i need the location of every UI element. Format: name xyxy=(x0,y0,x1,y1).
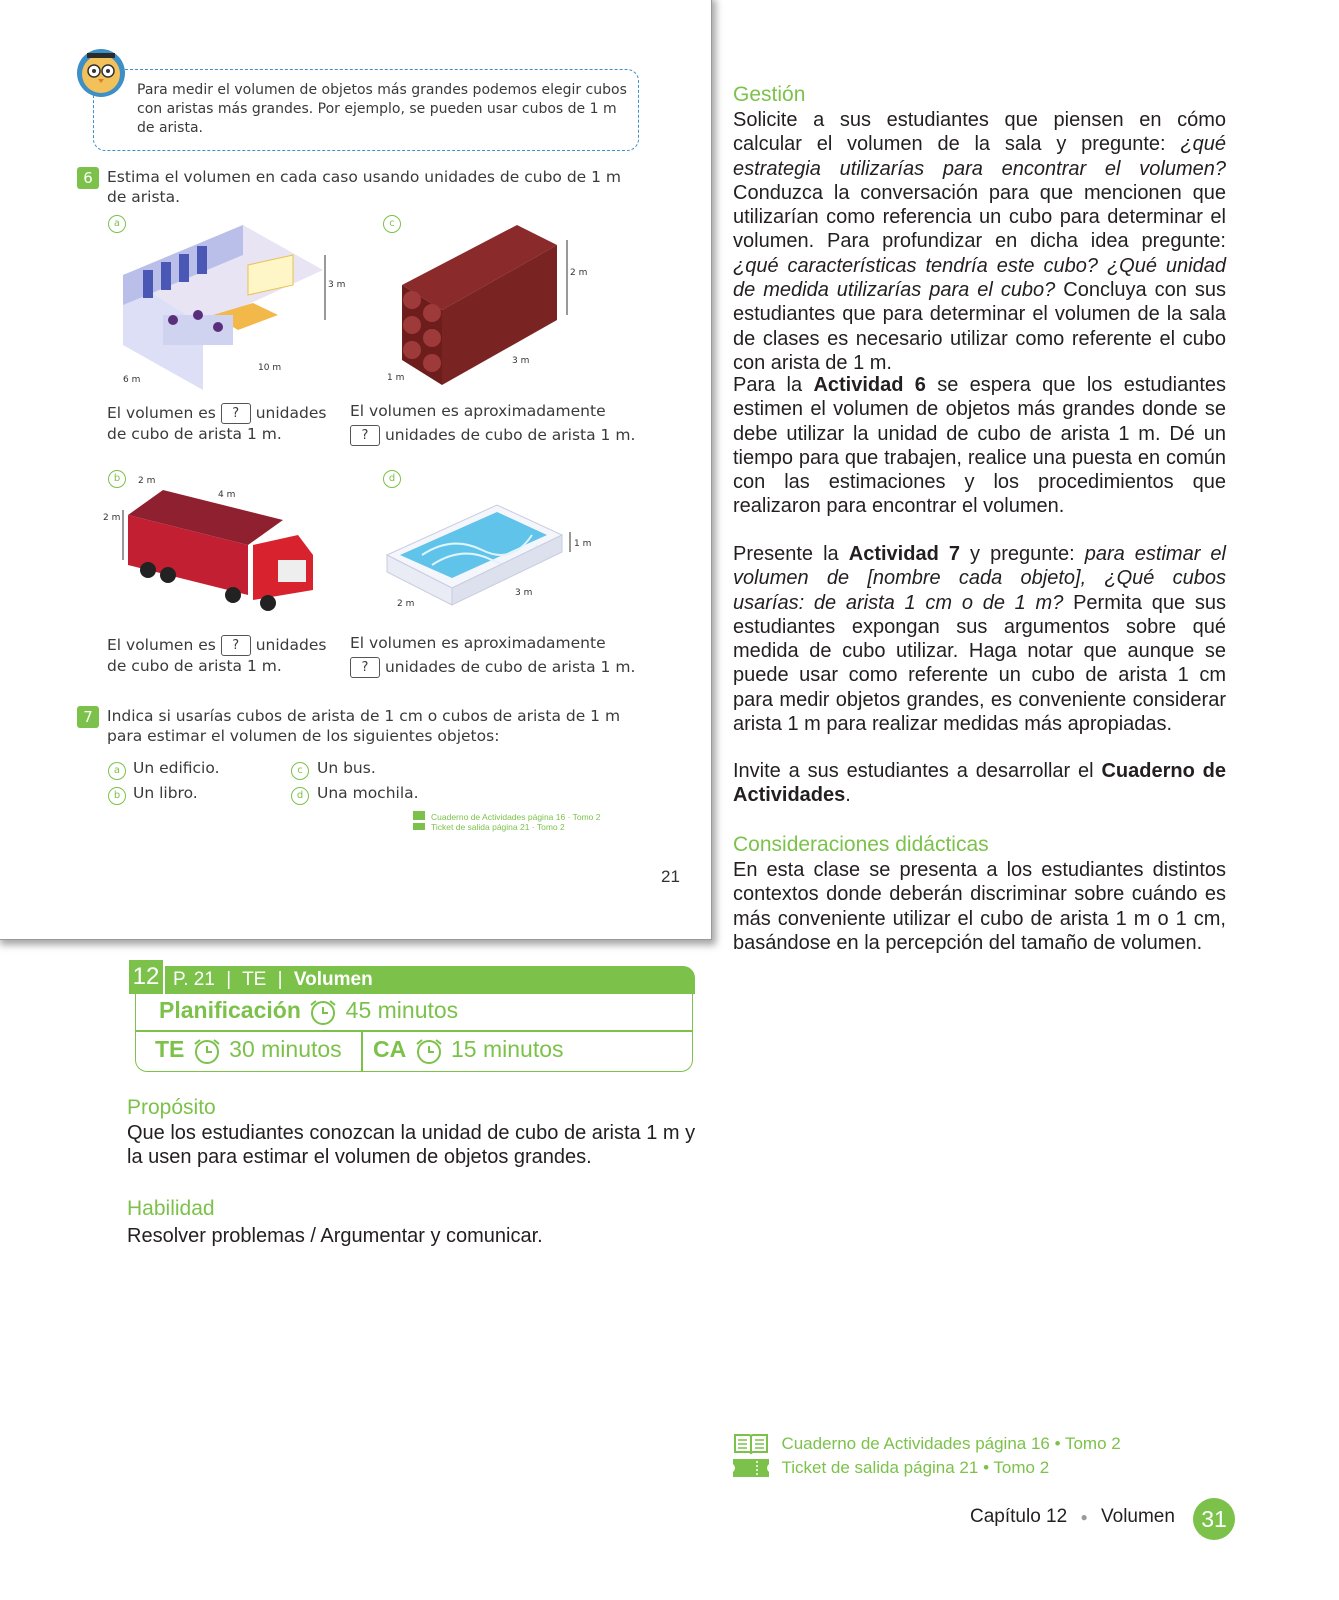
classroom-illustration xyxy=(103,215,346,390)
item-d-answer: El volumen es aproximadamente ? unidades de cubo de arista 1 m. xyxy=(350,634,636,676)
te-row: TE 30 minutos xyxy=(155,1036,342,1065)
habilidad-text: Resolver problemas / Argumentar y comunicar. xyxy=(127,1225,543,1247)
dim-c-length: 3 m xyxy=(512,356,530,366)
owl-mascot-icon xyxy=(73,45,129,97)
planning-meta: P. 21 | TE | Volumen xyxy=(173,969,373,990)
ca-row: CA 15 minutos xyxy=(373,1036,564,1065)
student-page-number: 21 xyxy=(661,867,680,886)
gestion-paragraph-4: Invite a sus estudiantes a desarrollar el Cuaderno de Actividades. xyxy=(733,760,1226,807)
option-c-circle: c xyxy=(383,215,401,233)
option-a-circle: a xyxy=(108,762,126,780)
habilidad-heading: Habilidad xyxy=(127,1197,215,1220)
option-d-circle: d xyxy=(291,787,309,805)
item-a-answer: El volumen es ? unidades de cubo de arista 1 m. xyxy=(107,404,327,443)
planning-box xyxy=(132,963,695,1074)
lesson-number: 12 xyxy=(127,958,165,996)
option-b-circle: b xyxy=(108,787,126,805)
option-b-label: Un libro. xyxy=(133,784,198,802)
activity-6-instruction: Estima el volumen en cada caso usando unidades de cubo de 1 m de arista. xyxy=(107,168,622,206)
tip-text: Para medir el volumen de objetos más grandes podemos elegir cubos con aristas más grandes. Por ejemplo, se pueden usar cubos de 1 m de arista. xyxy=(137,82,627,136)
answer-box-a[interactable]: ? xyxy=(221,403,251,424)
page-number-badge: 31 xyxy=(1193,1498,1235,1540)
option-a-label: Un edificio. xyxy=(133,759,220,777)
dim-d-width: 2 m xyxy=(397,599,415,609)
clock-icon xyxy=(307,998,339,1026)
dim-a-length: 10 m xyxy=(258,363,282,373)
option-c-label: Un bus. xyxy=(317,759,376,777)
clock-icon xyxy=(413,1037,445,1065)
answer-box-c[interactable]: ? xyxy=(350,425,380,446)
planificacion-row: Planificación 45 minutos xyxy=(159,997,458,1026)
ticket-icon xyxy=(733,1459,769,1477)
truck-illustration xyxy=(103,475,323,620)
consideraciones-heading: Consideraciones didácticas xyxy=(733,833,989,856)
proposito-text: Que los estudiantes conozcan la unidad de cubo de arista 1 m y la usen para estimar el volumen de objetos grandes. xyxy=(127,1122,696,1169)
gestion-heading: Gestión xyxy=(733,83,806,106)
dim-b-width: 2 m xyxy=(138,476,156,486)
proposito-heading: Propósito xyxy=(127,1096,216,1119)
item-b-answer: El volumen es ? unidades de cubo de arista 1 m. xyxy=(107,636,327,675)
dim-d-height: 1 m xyxy=(574,539,592,549)
planning-column-divider xyxy=(361,1030,363,1072)
dim-a-height: 3 m xyxy=(328,280,346,290)
consideraciones-text: En esta clase se presenta a los estudiantes distintos contextos donde deberán discriminar sobre cuándo es más conveniente utilizar el cubo de arista 1 m o 1 cm, basándose en la percepción del tamaño de volumen. xyxy=(733,859,1226,954)
footer-ref-ticket[interactable]: Ticket de salida página 21 • Tomo 2 xyxy=(733,1458,1121,1484)
dim-d-length: 3 m xyxy=(515,588,533,598)
dim-b-height: 2 m xyxy=(103,513,121,523)
gestion-paragraph-1: Solicite a sus estudiantes que piensen en cómo calcular el volumen de la sala y pregunte: ¿qué estrategia utilizarías para encontrar el volumen? Conduzca la conversación para que mencionen que utilizarían como referencia un cubo para determinar el volumen. Para profundizar en dicha idea pregunte: ¿qué características tendría este cubo? ¿Qué unidad de medida utilizarías para el cubo? Concluya con sus estudiantes que para determinar el volumen de la sala de clases es necesario utilizar como referente el cubo con arista de 1 m. xyxy=(733,109,1227,374)
bullet-icon: ● xyxy=(1080,1509,1088,1524)
clock-icon xyxy=(191,1037,223,1065)
activity-7-number: 7 xyxy=(77,706,99,728)
option-b-circle: b xyxy=(108,470,126,488)
gestion-paragraph-2: Para la Actividad 6 se espera que los estudiantes estimen el volumen de objetos más grandes donde se debe utilizar la unidad de cubo de arista 1 m. Dé un tiempo para que trabajen, realice una puesta en común con las estimaciones y los procedimientos que realizaron para encontrar el volumen. xyxy=(733,374,1226,518)
book-icon xyxy=(413,811,425,820)
pool-illustration xyxy=(382,500,602,620)
answer-box-d[interactable]: ? xyxy=(350,657,380,678)
book-icon xyxy=(733,1432,769,1456)
footer-references xyxy=(733,1432,1121,1484)
option-d-circle: d xyxy=(383,470,401,488)
dim-b-length: 4 m xyxy=(218,490,236,500)
planning-divider xyxy=(135,1030,693,1032)
logs-illustration xyxy=(387,225,607,385)
option-d-label: Una mochila. xyxy=(317,784,419,802)
ticket-icon xyxy=(413,823,425,830)
student-refs: Cuaderno de Actividades página 16 · Tomo 2 Ticket de salida página 21 · Tomo 2 xyxy=(413,811,601,832)
dim-c-height: 2 m xyxy=(570,268,588,278)
footer-ref-cuaderno[interactable]: Cuaderno de Actividades página 16 • Tomo 2 xyxy=(733,1432,1121,1458)
answer-box-b[interactable]: ? xyxy=(221,635,251,656)
student-page-thumbnail xyxy=(0,0,712,940)
dim-c-width: 1 m xyxy=(387,373,405,383)
option-a-circle: a xyxy=(108,215,126,233)
activity-7-instruction: Indica si usarías cubos de arista de 1 cm o cubos de arista de 1 m para estimar el volumen de los siguientes objetos: xyxy=(107,707,621,745)
activity-6-number: 6 xyxy=(77,167,99,189)
option-c-circle: c xyxy=(291,762,309,780)
footer-chapter: Capítulo 12 ● Volumen xyxy=(970,1506,1175,1527)
dim-a-width: 6 m xyxy=(123,375,141,385)
item-c-answer: El volumen es aproximadamente ? unidades de cubo de arista 1 m. xyxy=(350,402,636,444)
gestion-paragraph-3: Presente la Actividad 7 y pregunte: para estimar el volumen de [nombre cada objeto], ¿Qué cubos usarías: de arista 1 cm o de 1 m? Permita que sus estudiantes expongan sus argumentos sobre qué medida de cubo utilizar. Haga notar que aunque se puede usar como referente un cubo de arista 1 cm para medir objetos grandes, es conveniente considerar arista 1 m para realizar medidas más apropiadas. xyxy=(733,543,1227,736)
